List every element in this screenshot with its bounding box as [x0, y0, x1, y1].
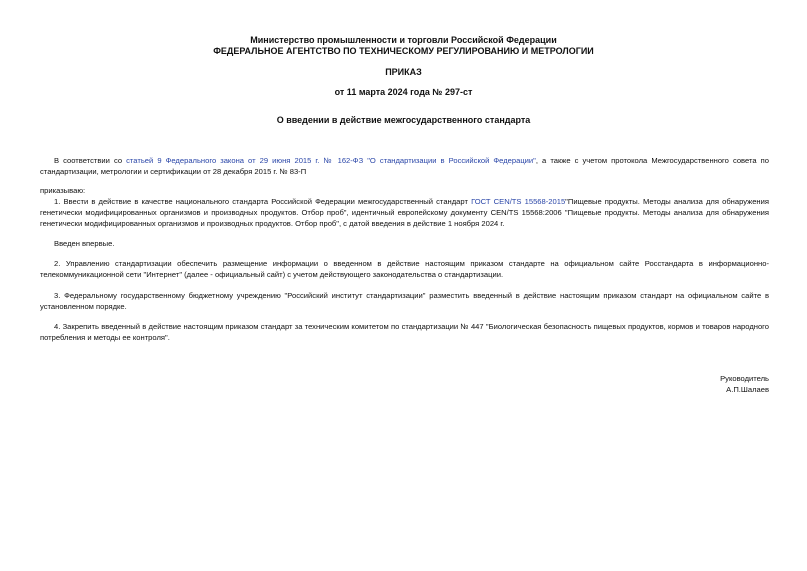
item-4-paragraph: 4. Закрепить введенный в действие настоящим приказом стандарт за техническим комитетом по стандартизации № 447 "Биологическая безопасность пищевых продуктов, кормов и товаров народного потребления и методы ее контроля". [40, 322, 769, 342]
standard-link[interactable]: ГОСТ CEN/TS 15568-2015 [471, 197, 566, 206]
law-link[interactable]: статьей 9 Федерального закона от 29 июня 2015 г. № 162-ФЗ "О стандартизации в Российской Федерации" [126, 156, 536, 165]
item-2-paragraph: 2. Управлению стандартизации обеспечить размещение информации о введенном в действие настоящим приказом стандарте на официальном сайте Росстандарта в информационно-телекоммуникационной сети "Интернет" (далее - официальный сайт) с учетом действующего законодательства о стандартизации. [40, 259, 769, 279]
preamble-text-before: В соответствии со [54, 156, 127, 165]
item-1-text-before: 1. Ввести в действие в качестве национального стандарта Российской Федерации межгосударственный стандарт [54, 197, 472, 206]
signature-title: Руководитель [720, 374, 769, 383]
document-subject: О введении в действие межгосударственного стандарта [276, 115, 531, 125]
document-date-number: от 11 марта 2024 года № 297-ст [334, 87, 473, 97]
first-time-note: Введен впервые. [54, 239, 115, 248]
item-3-paragraph: 3. Федеральному государственному бюджетному учреждению "Российский институт стандартизации" разместить введенный в действие настоящим приказом стандарт на официальном сайте в установленном порядке. [40, 291, 769, 311]
item-1-text-after: "Пищевые продукты. Методы анализа для обнаружения генетически модифицированных организмов и производных продуктов. Отбор проб", идентичный европейскому документу CEN/TS 15568:2006 "Пищевые продукты. Методы анализа для обнаружения генетически модифицированных организмов и производных продуктов. Отбор проб", с датой введения в действие 1 ноября 2024 г. [40, 197, 769, 228]
document-type: ПРИКАЗ [385, 67, 422, 77]
ministry-name: Министерство промышленности и торговли Российской Федерации [250, 35, 557, 45]
preamble-paragraph [40, 155, 769, 177]
signature-name: А.П.Шалаев [726, 385, 769, 394]
preamble-text-after: , а также с учетом протокола Межгосударственного совета по стандартизации, метрологии и сертификации от 28 декабря 2015 г. № 83-П [40, 156, 769, 176]
agency-name: ФЕДЕРАЛЬНОЕ АГЕНТСТВО ПО ТЕХНИЧЕСКОМУ РЕГУЛИРОВАНИЮ И МЕТРОЛОГИИ [213, 46, 594, 56]
order-word: приказываю: [40, 186, 86, 195]
item-1-paragraph [40, 196, 769, 229]
